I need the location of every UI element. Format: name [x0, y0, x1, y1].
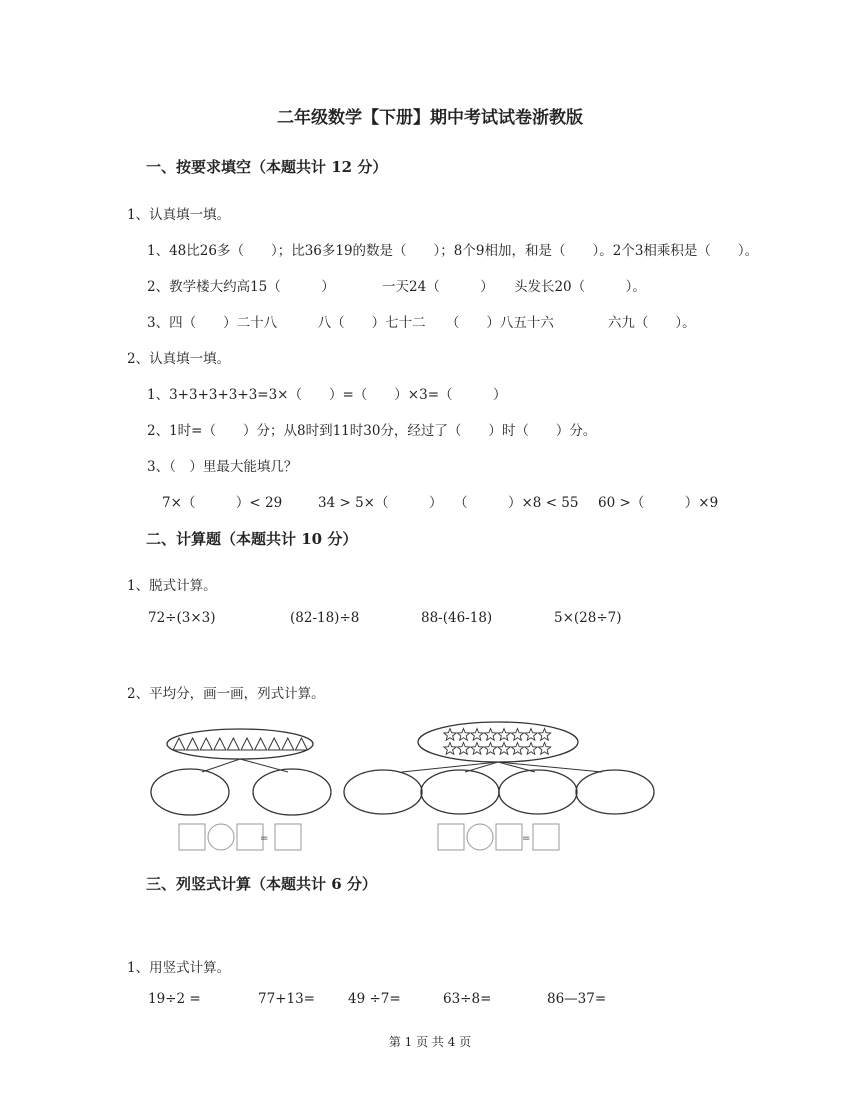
- right-source-oval: [418, 722, 578, 762]
- vertical-expr-1: 19÷2 =: [148, 991, 201, 1007]
- triangle-icon: [214, 738, 226, 750]
- right-figure: [344, 722, 654, 850]
- divide-question-label: 2、平均分，画一画，列式计算。: [127, 686, 325, 702]
- q1-item-3: 3、四（ ）二十八 八（ ）七十二 （ ）八五十六 六九（ ）。: [147, 315, 696, 331]
- left-result-box[interactable]: [275, 824, 301, 850]
- star-icon: [538, 743, 550, 755]
- star-icon: [484, 743, 496, 755]
- right-answer-box-1[interactable]: [438, 824, 464, 850]
- triangle-icon: [200, 738, 212, 750]
- vertical-expr-2: 77+13=: [258, 991, 315, 1007]
- triangle-icon: [282, 738, 294, 750]
- left-answer-box-1[interactable]: [179, 824, 205, 850]
- left-operator-circle[interactable]: [208, 824, 234, 850]
- expression-1: 72÷(3×3): [148, 610, 216, 626]
- right-group-oval-2[interactable]: [421, 770, 499, 814]
- star-group: [444, 729, 551, 755]
- triangle-icon: [227, 738, 239, 750]
- division-diagram: [140, 720, 660, 855]
- expression-3: 88-(46-18): [421, 610, 493, 626]
- triangle-icon: [295, 738, 307, 750]
- vertical-calc-label: 1、用竖式计算。: [127, 960, 231, 976]
- star-icon: [525, 743, 537, 755]
- star-icon: [471, 743, 483, 755]
- expression-4: 5×(28÷7): [554, 610, 622, 626]
- vertical-expr-5: 86—37=: [547, 991, 607, 1007]
- q2-item-3: 3、（ ）里最大能填几？: [147, 459, 298, 475]
- left-group-oval-1[interactable]: [151, 769, 229, 815]
- star-icon: [498, 743, 510, 755]
- right-equals-sign: =: [522, 833, 531, 844]
- left-group-oval-2[interactable]: [253, 769, 331, 815]
- calc-question-label: 1、脱式计算。: [127, 578, 217, 594]
- triangle-group: [173, 738, 307, 750]
- star-icon: [511, 743, 523, 755]
- question-1-label: 1、认真填一填。: [127, 207, 231, 223]
- star-icon: [471, 729, 483, 741]
- triangle-icon: [187, 738, 199, 750]
- left-arrow-1: [202, 759, 240, 772]
- right-answer-box-2[interactable]: [496, 824, 522, 850]
- star-icon: [498, 729, 510, 741]
- right-group-oval-3[interactable]: [499, 770, 577, 814]
- star-icon: [484, 729, 496, 741]
- star-icon: [457, 743, 469, 755]
- vertical-expr-4: 63÷8=: [443, 991, 492, 1007]
- right-group-oval-4[interactable]: [576, 770, 654, 814]
- q1-item-1: 1、48比26多（ ）；比36多19的数是（ ）；8个9相加，和是（ ）。2个3相乘积是（ ）。: [147, 243, 759, 259]
- star-icon: [444, 729, 456, 741]
- expression-2: (82-18)÷8: [290, 610, 360, 626]
- triangle-icon: [241, 738, 253, 750]
- inequality-3: （ ）×8 < 55: [454, 495, 579, 511]
- right-group-oval-1[interactable]: [344, 770, 422, 814]
- left-equals-sign: =: [260, 833, 269, 844]
- left-figure: [151, 729, 331, 850]
- right-result-box[interactable]: [533, 824, 559, 850]
- triangle-icon: [255, 738, 267, 750]
- inequality-4: 60 >（ ）×9: [598, 495, 719, 511]
- page-footer: 第 1 页 共 4 页: [388, 1035, 472, 1049]
- star-icon: [511, 729, 523, 741]
- q1-item-2: 2、教学楼大约高15（ ） 一天24（ ） 头发长20（ ）。: [147, 279, 646, 295]
- triangle-icon: [268, 738, 280, 750]
- q2-item-2: 2、1时=（ ）分；从8时到11时30分，经过了（ ）时（ ）分。: [147, 423, 597, 439]
- page-title: 二年级数学【下册】期中考试试卷浙教版: [277, 108, 583, 128]
- inequality-2: 34 > 5×（ ）: [318, 495, 443, 511]
- section-2-heading: 二、计算题（本题共计 10 分）: [146, 530, 358, 548]
- star-icon: [538, 729, 550, 741]
- section-1-heading: 一、按要求填空（本题共计 12 分）: [146, 158, 388, 176]
- star-icon: [525, 729, 537, 741]
- inequality-1: 7×（ ）< 29: [162, 495, 283, 511]
- question-2-label: 2、认真填一填。: [127, 351, 231, 367]
- star-icon: [457, 729, 469, 741]
- right-operator-circle[interactable]: [467, 824, 493, 850]
- triangle-icon: [173, 738, 185, 750]
- section-3-heading: 三、列竖式计算（本题共计 6 分）: [146, 875, 377, 893]
- q2-item-1: 1、3+3+3+3+3=3×（ ）=（ ）×3=（ ）: [147, 387, 507, 403]
- vertical-expr-3: 49 ÷7=: [348, 991, 401, 1007]
- star-icon: [444, 743, 456, 755]
